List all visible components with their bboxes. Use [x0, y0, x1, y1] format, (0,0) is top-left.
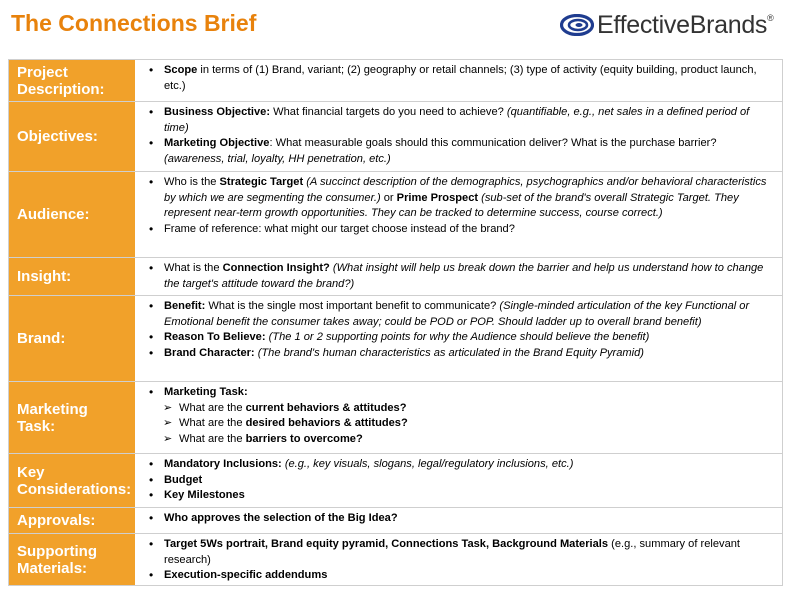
list-item: • Reason To Believe: (The 1 or 2 supporting points for why the Audience should believe the benefit)	[149, 330, 774, 346]
row-insight	[8, 258, 783, 296]
row-key-considerations	[8, 454, 783, 508]
list-item: • Business Objective: What financial targets do you need to achieve? (quantifiable, e.g., net sales in a defined period of time)	[149, 105, 774, 136]
row-marketing-task	[8, 382, 783, 454]
list-item: • Who is the Strategic Target (A succinct description of the demographics, psychographics and/or behavioral characteristics by which we are segmenting the consumer.) or Prime Prospect (sub-set of the brand's overall Strategic Target. They represent near-term growth opportunities. They can be tracked to determine success, course correct.)	[149, 175, 774, 222]
list-item: • Mandatory Inclusions: (e.g., key visuals, slogans, legal/regulatory inclusions, etc.)	[149, 457, 774, 473]
label-approvals: Approvals:	[9, 508, 135, 533]
content-marketing-task	[135, 382, 782, 453]
row-project-description	[8, 60, 783, 102]
content-objectives	[135, 102, 782, 171]
label-objectives: Objectives:	[9, 102, 135, 171]
content-supporting-materials	[135, 534, 782, 585]
list-item: • Budget	[149, 473, 774, 489]
row-supporting-materials	[8, 534, 783, 586]
content-insight	[135, 258, 782, 295]
content-project-description	[135, 60, 782, 101]
page-title: The Connections Brief	[11, 10, 257, 36]
list-item: • Marketing Objective: What measurable goals should this communication deliver? What is the purchase barrier? (awareness, trial, loyalty, HH penetration, etc.)	[149, 136, 774, 167]
list-item: ➢ What are the barriers to overcome?	[149, 432, 774, 448]
logo-wordmark: EffectiveBrands®	[597, 10, 774, 39]
row-brand	[8, 296, 783, 382]
list-item: • Key Milestones	[149, 488, 774, 504]
label-insight: Insight:	[9, 258, 135, 295]
list-item: • Scope in terms of (1) Brand, variant; (2) geography or retail channels; (3) type of activity (equity building, product launch, etc.)	[149, 63, 774, 94]
list-item: ➢ What are the current behaviors & attitudes?	[149, 401, 774, 417]
label-key-considerations: Key Considerations:	[9, 454, 135, 507]
label-marketing-task: Marketing Task:	[9, 382, 135, 453]
list-item: ➢ What are the desired behaviors & attitudes?	[149, 416, 774, 432]
list-item: • Brand Character: (The brand's human characteristics as articulated in the Brand Equity Pyramid)	[149, 346, 774, 362]
content-audience	[135, 172, 782, 257]
content-key-considerations	[135, 454, 782, 507]
list-item: • Benefit: What is the single most important benefit to communicate? (Single-minded articulation of the key Functional or Emotional benefit the consumer takes away; could be POD or POP. Should ladder up to overall brand benefit)	[149, 299, 774, 330]
list-item: • Marketing Task:	[149, 385, 774, 401]
row-approvals	[8, 508, 783, 534]
brief-table	[8, 59, 783, 586]
list-item: • What is the Connection Insight? (What insight will help us break down the barrier and help us understand how to change the target's attitude toward the brand?)	[149, 261, 774, 292]
label-brand: Brand:	[9, 296, 135, 381]
list-item: • Frame of reference: what might our target choose instead of the brand?	[149, 222, 774, 238]
label-project-description: Project Description:	[9, 60, 135, 101]
content-brand	[135, 296, 782, 381]
logo-swoosh-icon	[560, 14, 594, 36]
content-approvals	[135, 508, 782, 533]
row-objectives	[8, 102, 783, 172]
list-item: • Target 5Ws portrait, Brand equity pyramid, Connections Task, Background Materials (e.g., summary of relevant research)	[149, 537, 774, 568]
row-audience	[8, 172, 783, 258]
label-audience: Audience:	[9, 172, 135, 257]
effective-brands-logo	[560, 11, 773, 39]
list-item: • Execution-specific addendums	[149, 568, 774, 584]
list-item: • Who approves the selection of the Big Idea?	[149, 511, 774, 527]
label-supporting-materials: Supporting Materials:	[9, 534, 135, 585]
